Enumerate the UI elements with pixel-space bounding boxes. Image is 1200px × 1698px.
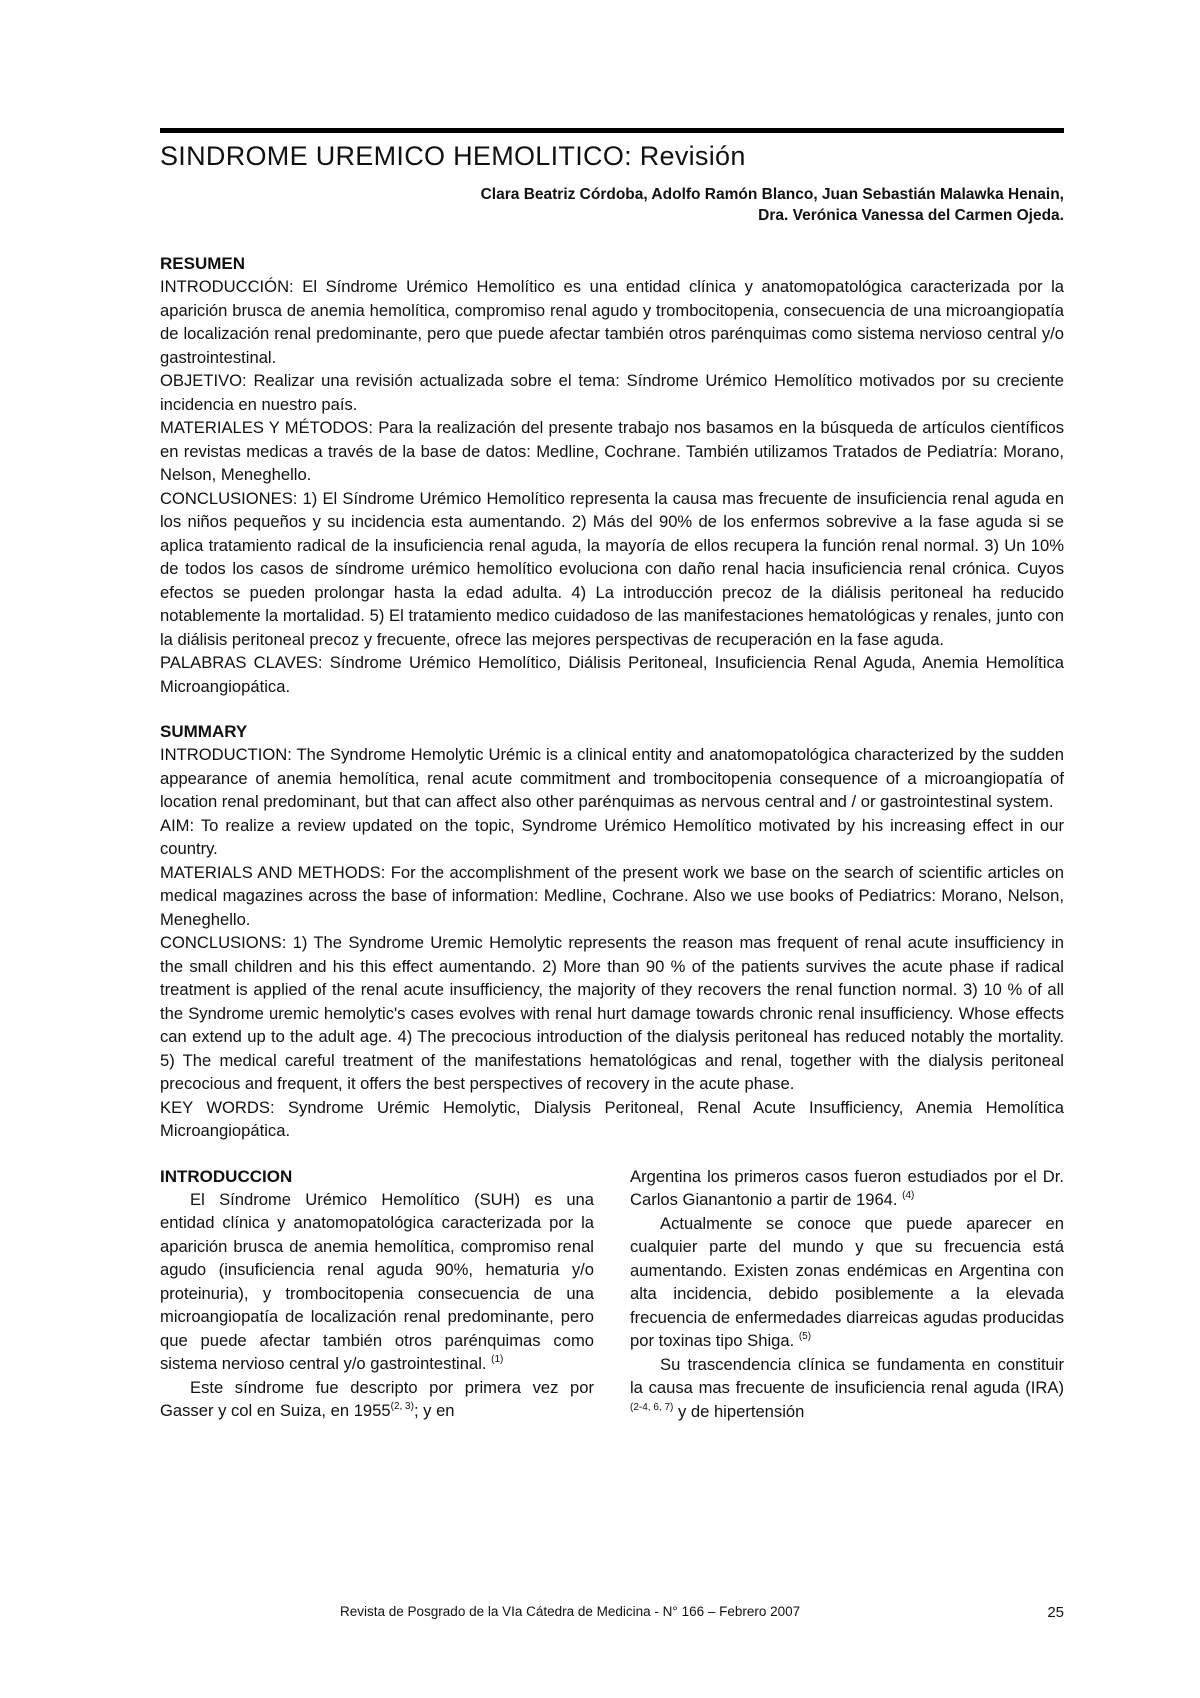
citation-ref: (1): [491, 1354, 504, 1365]
resumen-palabras-claves: PALABRAS CLAVES: Síndrome Urémico Hemolítico, Diálisis Peritoneal, Insuficiencia Renal Aguda, Anemia Hemolítica Microangiopática.: [160, 653, 1064, 696]
summary-section: [160, 720, 1064, 1143]
authors-line-1: Clara Beatriz Córdoba, Adolfo Ramón Blanco, Juan Sebastián Malawka Henain,: [480, 186, 1064, 203]
summary-aim: AIM: To realize a review updated on the topic, Syndrome Urémico Hemolítico motivated by his increasing effect in our country.: [160, 815, 1064, 858]
citation-ref: (5): [798, 1331, 812, 1342]
resumen-introduccion: INTRODUCCIÓN: El Síndrome Urémico Hemolítico es una entidad clínica y anatomopatológica caracterizada por la aparición brusca de anemia hemolítica, compromiso renal agudo y trombocitopenia, consecuencia de una microangiopatía de localización renal predominante, pero que puede afectar también otros parénquimas como sistema nervioso central y/o gastrointestinal.: [160, 277, 1064, 367]
intro-paragraph-3: [630, 1165, 1064, 1212]
intro-p1-text: El Síndrome Urémico Hemolítico (SUH) es una entidad clínica y anatomopatológica caracterizada por la aparición brusca de anemia hemolítica, compromiso renal agudo (insuficiencia renal aguda 90%, hematuria y/o proteinuria), y trombocitopenia consecuencia de una microangiopatía de localización renal predominante, pero que puede afectar también otros parénquimas como sistema nervioso central y/o gastrointestinal.: [160, 1189, 594, 1373]
summary-heading: SUMMARY: [160, 722, 248, 741]
journal-citation: Revista de Posgrado de la VIa Cátedra de Medicina - N° 166 – Febrero 2007: [340, 1604, 801, 1619]
intro-paragraph-1: [160, 1188, 594, 1376]
intro-p2-tail: ; y en: [413, 1401, 455, 1420]
summary-materials: MATERIALS AND METHODS: For the accomplishment of the present work we base on the search of scientific articles on medical magazines across the base of information: Medline, Cochrane. Also we use books of Pediatrics: Morano, Nelson, Meneghello.: [160, 862, 1064, 929]
resumen-section: [160, 252, 1064, 698]
intro-p4-text: Actualmente se conoce que puede aparecer en cualquier parte del mundo y que su frecuencia está aumentando. Existen zonas endémicas en Argentina con alta incidencia, debido posiblemente a la elevada frecuencia de enfermedades diarreicas agudas producidas por toxinas tipo Shiga.: [630, 1213, 1064, 1350]
resumen-heading: RESUMEN: [160, 254, 246, 273]
intro-paragraph-4: [630, 1212, 1064, 1353]
article-page: [160, 128, 1064, 1423]
citation-ref: (4): [902, 1190, 915, 1201]
resumen-objetivo: OBJETIVO: Realizar una revisión actualizada sobre el tema: Síndrome Urémico Hemolítico motivados por su creciente incidencia en nuestro país.: [160, 371, 1064, 414]
left-column: [160, 1165, 594, 1424]
citation-ref: (2-4, 6, 7): [630, 1401, 674, 1413]
citation-ref: (2, 3): [390, 1401, 414, 1412]
summary-introduction: INTRODUCTION: The Syndrome Hemolytic Urémic is a clinical entity and anatomopatológica characterized by the sudden appearance of anemia hemolítica, renal acute commitment and trombocitopenia consequence of a microangiopatía of location renal predominant, but that can affect also other parénquimas as nervous central and / or gastrointestinal system.: [160, 745, 1064, 811]
page-number: 25: [1047, 1604, 1064, 1621]
intro-p3-text: Argentina los primeros casos fueron estudiados por el Dr. Carlos Gianantonio a partir de 1964.: [630, 1166, 1064, 1209]
intro-heading: INTRODUCCION: [160, 1166, 293, 1186]
intro-paragraph-2: [160, 1376, 594, 1423]
intro-p5-text: Su trascendencia clínica se fundamenta en constituir la causa mas frecuente de insuficiencia renal aguda (IRA): [630, 1354, 1064, 1397]
resumen-conclusiones: CONCLUSIONES: 1) El Síndrome Urémico Hemolítico representa la causa mas frecuente de insuficiencia renal aguda en los niños pequeños y su incidencia esta aumentando. 2) Más del 90% de los enfermos sobrevive a la fase aguda si se aplica tratamiento radical de la insuficiencia renal aguda, la mayoría de ellos recupera la función renal normal. 3) Un 10% de todos los casos de síndrome urémico hemolítico evoluciona con daño renal hacia insuficiencia renal crónica. Cuyos efectos se pueden prolongar hasta la edad adulta. 4) La introducción precoz de la diálisis peritoneal ha reducido notablemente la mortalidad. 5) El tratamiento medico cuidadoso de las manifestaciones hematológicas y renales, junto con la diálisis peritoneal precoz y frecuente, ofrece las mejores perspectivas de recuperación en la fase aguda.: [160, 488, 1064, 649]
top-rule: [160, 128, 1064, 133]
intro-p5-tail: y de hipertensión: [673, 1401, 805, 1421]
summary-conclusions: CONCLUSIONS: 1) The Syndrome Uremic Hemolytic represents the reason mas frequent of renal acute insufficiency in the small children and his this effect aumentando. 2) More than 90 % of the patients survives the acute phase if radical treatment is applied of the renal acute insufficiency, the majority of they recovers the renal function normal. 3) 10 % of all the Syndrome uremic hemolytic's cases evolves with renal hurt damage towards chronic renal insufficiency. Whose effects can extend up to the adult age. 4) The precocious introduction of the dialysis peritoneal has reduced notably the mortality. 5) The medical careful treatment of the manifestations hematológicas and renal, together with the dialysis peritoneal precocious and frequent, it offers the best perspectives of recovery in the acute phase.: [160, 933, 1064, 1093]
intro-paragraph-5: [630, 1353, 1064, 1424]
authors-line-2: Dra. Verónica Vanessa del Carmen Ojeda.: [758, 207, 1064, 224]
right-column: [630, 1165, 1064, 1424]
intro-p2-text: Este síndrome fue descripto por primera vez por Gasser y col en Suiza, en 1955: [160, 1377, 594, 1420]
intro-columns: [160, 1165, 1064, 1424]
author-list: [160, 184, 1064, 226]
article-title: SINDROME UREMICO HEMOLITICO: Revisión: [160, 141, 746, 171]
summary-key-words: KEY WORDS: Syndrome Urémic Hemolytic, Dialysis Peritoneal, Renal Acute Insufficiency, Anemia Hemolítica Microangiopática.: [160, 1097, 1064, 1140]
resumen-materiales: MATERIALES Y MÉTODOS: Para la realización del presente trabajo nos basamos en la búsqueda de artículos científicos en revistas medicas a través de la base de datos: Medline, Cochrane. También utilizamos Tratados de Pediatría: Morano, Nelson, Meneghello.: [160, 418, 1064, 484]
